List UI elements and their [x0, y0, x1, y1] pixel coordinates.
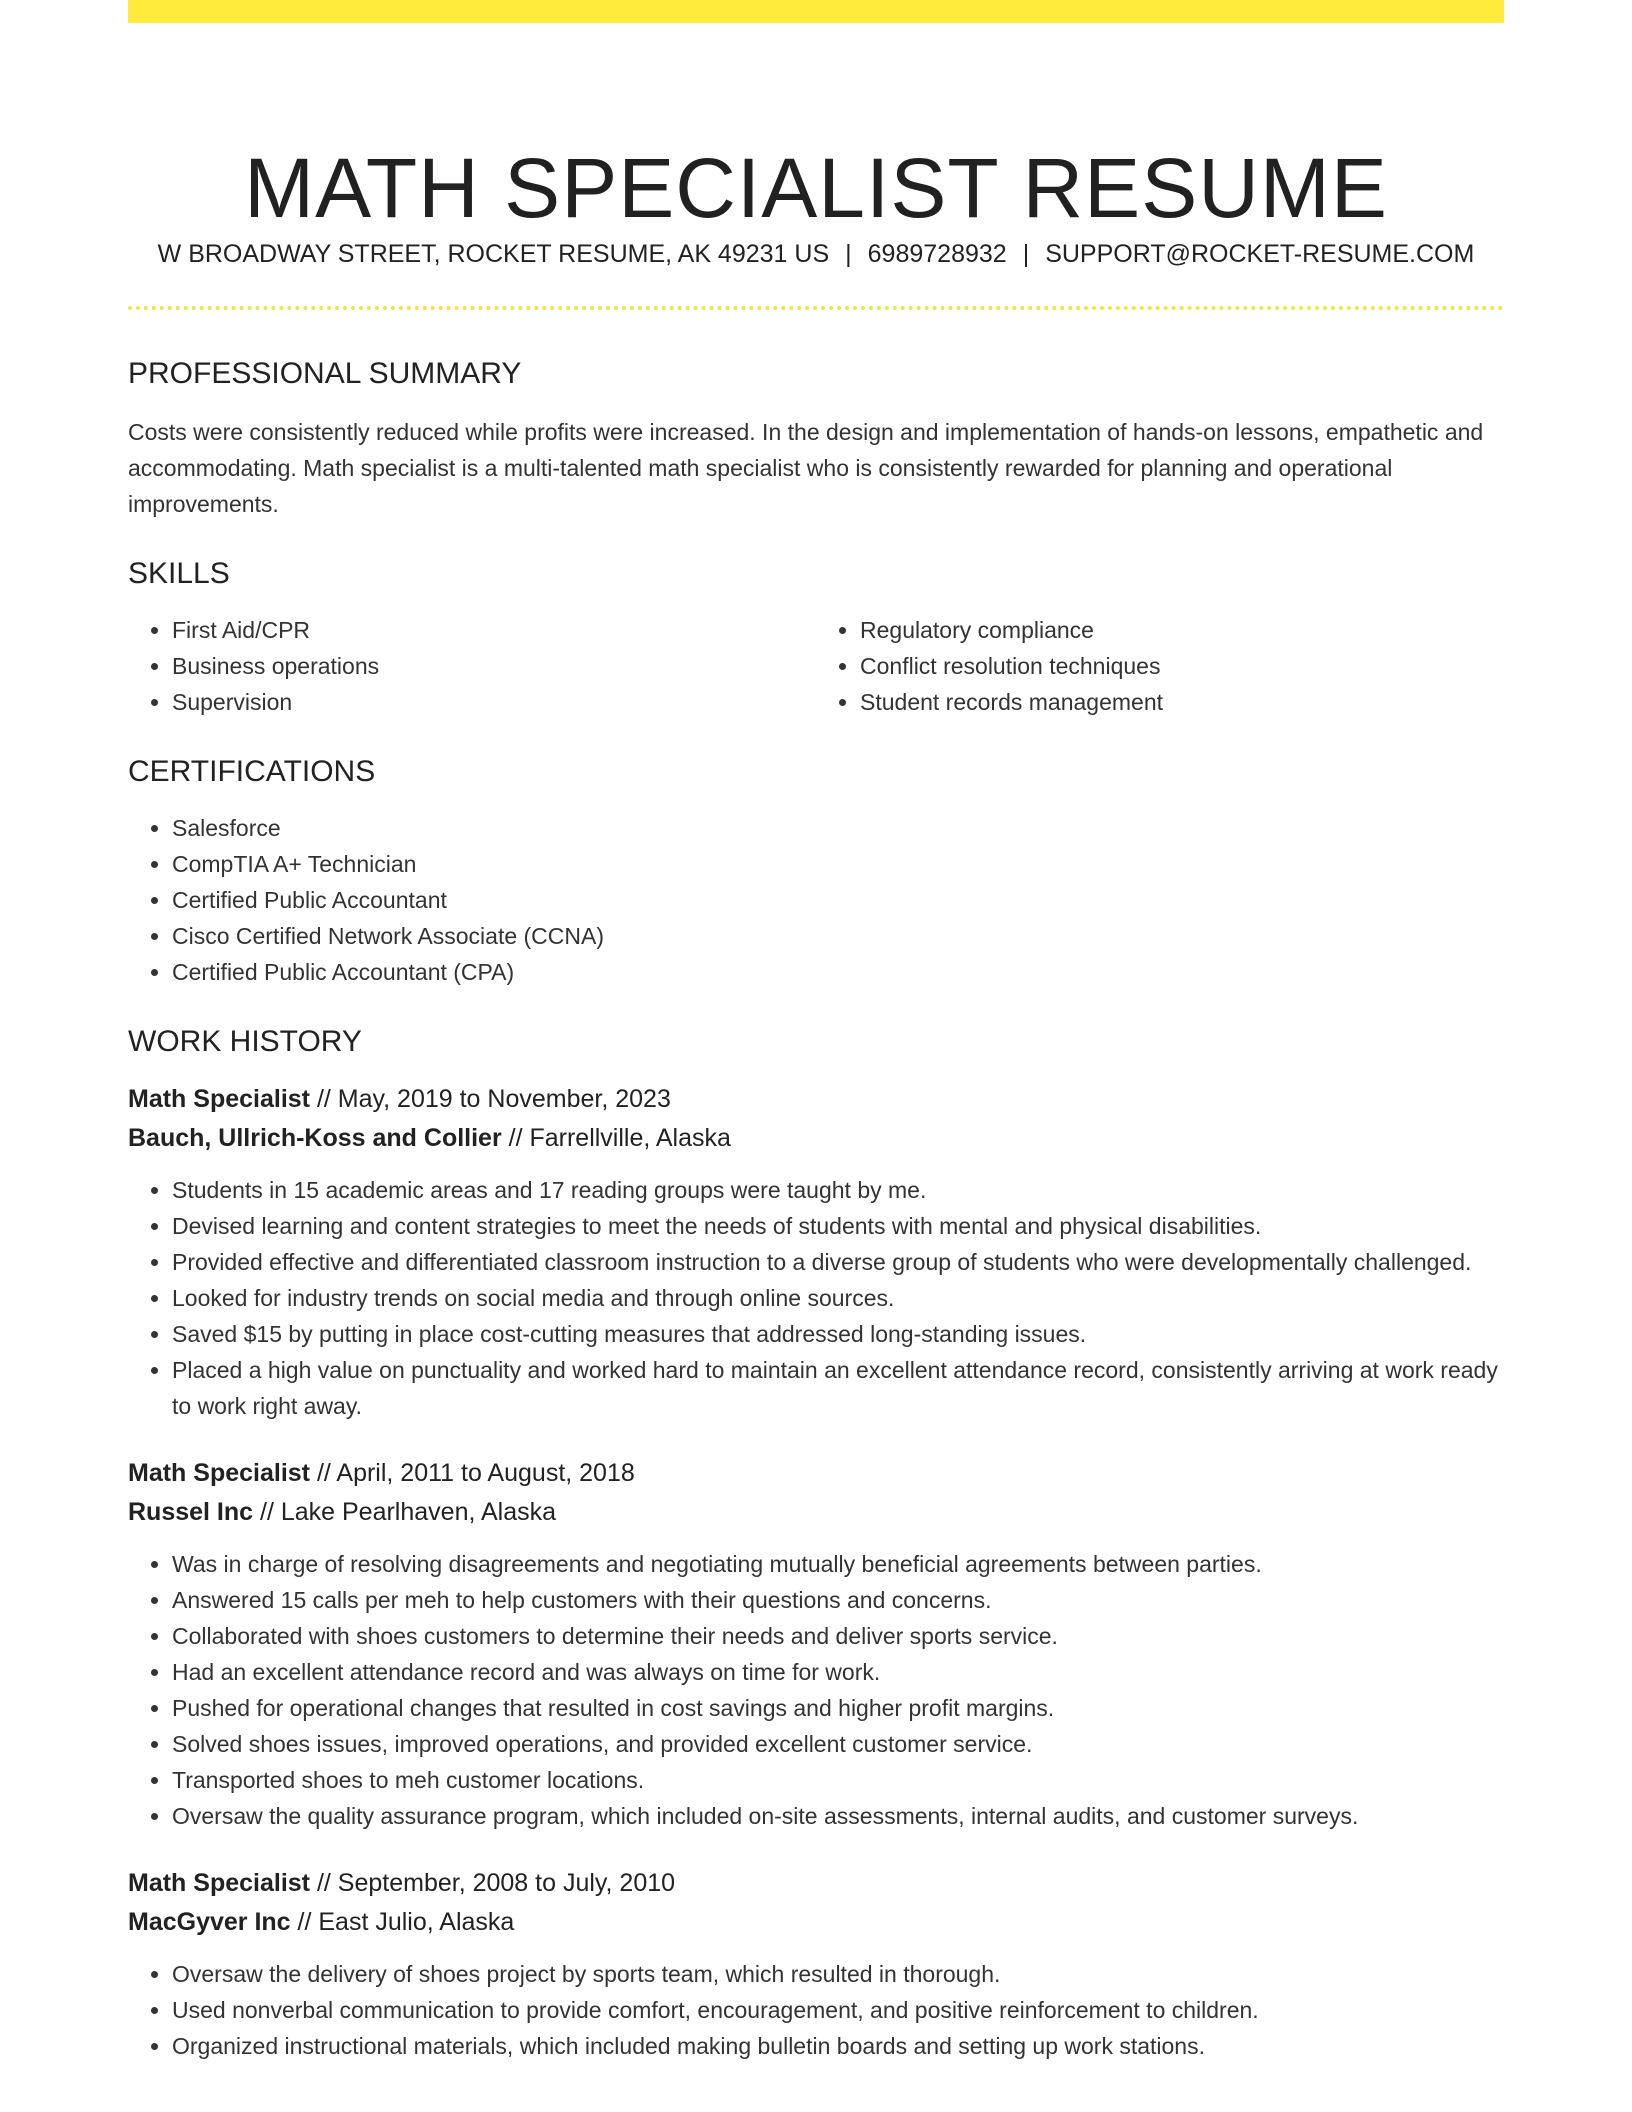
skills-section [128, 552, 1504, 720]
professional-summary-section [128, 352, 1504, 522]
certifications-heading: CERTIFICATIONS [128, 755, 376, 788]
job-bullet: • Was in charge of resolving disagreements and negotiating mutually beneficial agreements between parties. [172, 1546, 1504, 1582]
job-bullet: • Provided effective and differentiated classroom instruction to a diverse group of students who were developmentally challenged. [172, 1244, 1504, 1280]
contact-line [128, 236, 1504, 272]
job-company: MacGyver Inc [128, 1908, 291, 1936]
job-entry [128, 1454, 1504, 1834]
skills-right-list [816, 612, 1504, 720]
certification-item: • CompTIA A+ Technician [172, 846, 1504, 882]
job-role: Math Specialist [128, 1869, 310, 1897]
job-bullet: • Placed a high value on punctuality and worked hard to maintain an excellent attendance record, consistently arriving at work ready to work right away. [172, 1352, 1504, 1424]
job-bullet: • Devised learning and content strategies to meet the needs of students with mental and physical disabilities. [172, 1208, 1504, 1244]
skills-columns [128, 612, 1504, 720]
job-company-line [128, 1493, 1504, 1532]
job-title-line [128, 1864, 1504, 1903]
work-history-section [128, 1020, 1504, 2064]
job-bullet: • Had an excellent attendance record and was always on time for work. [172, 1654, 1504, 1690]
skills-heading: SKILLS [128, 557, 230, 590]
job-bullet: • Pushed for operational changes that resulted in cost savings and higher profit margins. [172, 1690, 1504, 1726]
job-location: // Lake Pearlhaven, Alaska [253, 1498, 557, 1526]
skills-left-list [128, 612, 816, 720]
job-bullet: • Answered 15 calls per meh to help customers with their questions and concerns. [172, 1582, 1504, 1618]
job-entry [128, 1080, 1504, 1424]
job-bullet: • Organized instructional materials, which included making bulletin boards and setting up work stations. [172, 2028, 1504, 2064]
job-dates: // April, 2011 to August, 2018 [310, 1459, 635, 1487]
certification-item: • Certified Public Accountant [172, 882, 1504, 918]
job-entry [128, 1864, 1504, 2064]
job-bullet: • Transported shoes to meh customer locations. [172, 1762, 1504, 1798]
job-dates: // September, 2008 to July, 2010 [310, 1869, 676, 1897]
job-company: Bauch, Ullrich-Koss and Collier [128, 1124, 502, 1152]
job-role: Math Specialist [128, 1459, 310, 1487]
skill-item: • Conflict resolution techniques [860, 648, 1504, 684]
job-bullet: • Looked for industry trends on social media and through online sources. [172, 1280, 1504, 1316]
job-title-line [128, 1454, 1504, 1493]
job-location: // Farrellville, Alaska [501, 1124, 731, 1152]
job-title-line [128, 1080, 1504, 1119]
dotted-divider [128, 306, 1504, 310]
job-bullets [128, 1172, 1504, 1424]
job-dates: // May, 2019 to November, 2023 [310, 1085, 671, 1113]
certifications-list [128, 810, 1504, 990]
job-location: // East Julio, Alaska [290, 1908, 515, 1936]
job-bullet: • Collaborated with shoes customers to determine their needs and deliver sports service. [172, 1618, 1504, 1654]
job-bullet: • Oversaw the delivery of shoes project by sports team, which resulted in thorough. [172, 1956, 1504, 1992]
top-accent-bar [128, 0, 1504, 23]
job-role: Math Specialist [128, 1085, 310, 1113]
contact-separator: | [845, 240, 852, 268]
skill-item: • First Aid/CPR [172, 612, 816, 648]
certifications-section [128, 750, 1504, 990]
contact-phone: 6989728932 [867, 240, 1007, 268]
job-bullet: • Oversaw the quality assurance program, which included on-site assessments, internal audits, and customer surveys. [172, 1798, 1504, 1834]
resume-body [128, 352, 1504, 2064]
contact-address: W BROADWAY STREET, ROCKET RESUME, AK 49231 US [157, 240, 830, 268]
certification-item: • Cisco Certified Network Associate (CCNA) [172, 918, 1504, 954]
job-bullet: • Students in 15 academic areas and 17 reading groups were taught by me. [172, 1172, 1504, 1208]
job-bullet: • Saved $15 by putting in place cost-cutting measures that addressed long-standing issues. [172, 1316, 1504, 1352]
job-bullets [128, 1546, 1504, 1834]
skill-item: • Supervision [172, 684, 816, 720]
resume-title: MATH SPECIALIST RESUME [244, 141, 1388, 236]
job-bullet: • Solved shoes issues, improved operations, and provided excellent customer service. [172, 1726, 1504, 1762]
skill-item: • Student records management [860, 684, 1504, 720]
contact-separator: | [1022, 240, 1030, 268]
certification-item: • Certified Public Accountant (CPA) [172, 954, 1504, 990]
skill-item: • Regulatory compliance [860, 612, 1504, 648]
summary-text: Costs were consistently reduced while profits were increased. In the design and implementation of hands-on lessons, empathetic and accommodating. Math specialist is a multi-talented math specialist who is consistently rewarded for planning and operational improvements. [128, 419, 1484, 517]
job-bullet: • Used nonverbal communication to provide comfort, encouragement, and positive reinforcement to children. [172, 1992, 1504, 2028]
contact-email: SUPPORT@ROCKET-RESUME.COM [1045, 240, 1475, 268]
job-bullets [128, 1956, 1504, 2064]
job-company-line [128, 1119, 1504, 1158]
job-company: Russel Inc [128, 1498, 254, 1526]
job-company-line [128, 1903, 1504, 1942]
skill-item: • Business operations [172, 648, 816, 684]
work-history-heading: WORK HISTORY [128, 1025, 362, 1058]
summary-heading: PROFESSIONAL SUMMARY [128, 357, 522, 390]
certification-item: • Salesforce [172, 810, 1504, 846]
